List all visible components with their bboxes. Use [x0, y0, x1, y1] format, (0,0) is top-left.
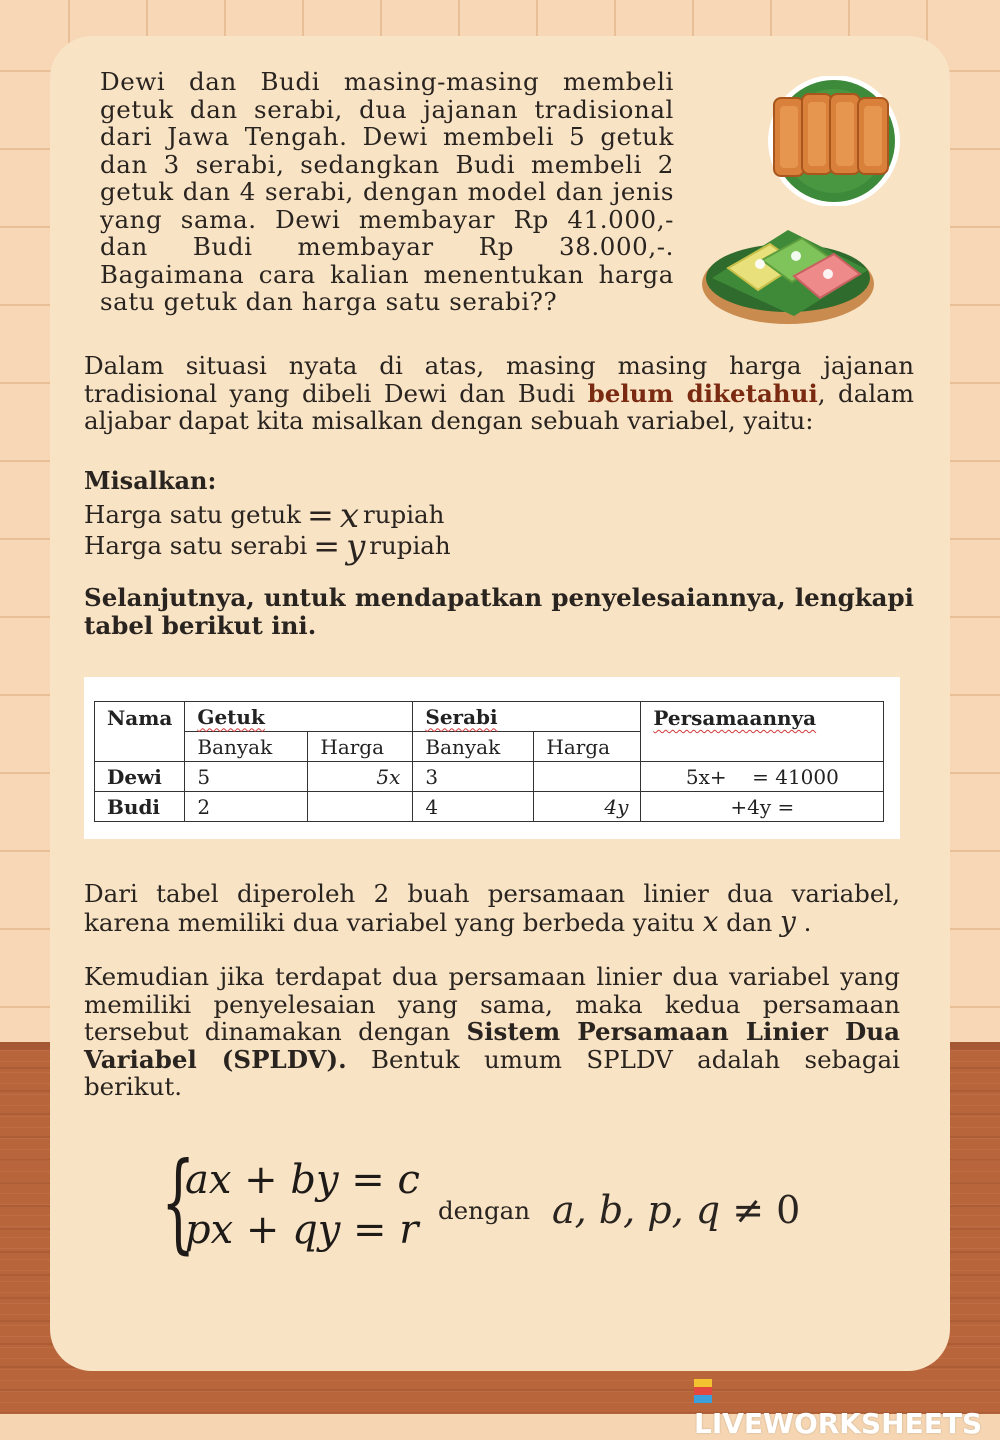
getuk-illustration [762, 76, 906, 206]
row-budi-serabi-banyak: 4 [413, 792, 534, 822]
row-dewi-serabi-harga-input[interactable] [534, 762, 641, 792]
header-nama: Nama [95, 702, 185, 762]
row-dewi-getuk-harga: 5x [308, 762, 413, 792]
situation-paragraph [84, 352, 914, 435]
liveworksheets-logo[interactable] [694, 1374, 1000, 1440]
spldv-term: Sistem Persamaan Linier Dua Variabel (SPLDV). [84, 1017, 900, 1074]
variable-definitions [84, 496, 451, 567]
situation-text-end: , dalam aljabar dapat kita misalkan dengan sebuah variabel, yaitu: [84, 378, 914, 435]
definition-serabi [84, 527, 451, 567]
row-budi-getuk-harga-input[interactable] [308, 792, 413, 822]
variable-y: y [780, 904, 796, 938]
table-panel [84, 677, 900, 839]
spldv-paragraph [84, 963, 900, 1101]
intro-paragraph: Dewi dan Budi masing-masing membeli getuk dan serabi, dua jajanan tradisional dari Jawa Tengah. Dewi membeli 5 getuk dan 3 serabi, sedangkan Budi membeli 2 getuk dan 4 serabi, dengan model dan jenis yang sama. Dewi membayar Rp 41.000,- dan Budi membayar Rp 38.000,-. Bagaimana cara kalian menentukan harga satu getuk dan harga satu serabi?? [100, 67, 674, 316]
equals-sign: = [307, 496, 334, 534]
equation-1: ax + by = c [185, 1157, 420, 1203]
definition-label: Harga satu serabi [84, 531, 308, 560]
definition-getuk [84, 496, 451, 536]
spldv-text-end: Bentuk umum SPLDV adalah sebagai berikut. [84, 1044, 900, 1101]
spldv-general-form [161, 1140, 420, 1265]
variable-x: x [339, 496, 360, 536]
equation-2: px + qy = r [185, 1207, 419, 1253]
dengan-label: dengan [438, 1196, 531, 1225]
conjunction-text: dan [718, 907, 781, 937]
period-text: . [795, 907, 812, 937]
header-serabi-harga: Harga [534, 732, 641, 762]
row-budi-serabi-harga: 4y [534, 792, 641, 822]
variable-x: x [702, 904, 719, 938]
curly-brace: { [161, 1140, 196, 1265]
situation-text-start: Dalam situasi nyata di atas, masing masing harga jajanan tradisional yang dibeli Dewi dan Budi [84, 351, 914, 408]
misalkan-heading: Misalkan: [84, 466, 217, 495]
spldv-text-start: Kemudian jika terdapat dua persamaan linier dua variabel yang memiliki penyelesaian yang sama, maka kedua persamaan tersebut dinamakan dengan [84, 962, 900, 1046]
header-persamaan [641, 702, 884, 762]
header-getuk-banyak: Banyak [185, 732, 308, 762]
logo-icon [694, 1379, 712, 1403]
row-dewi-getuk-banyak: 5 [185, 762, 308, 792]
row-dewi-persamaan[interactable]: 5x+ = 41000 [641, 762, 884, 792]
row-budi-nama: Budi [95, 792, 185, 822]
unit-label: rupiah [369, 531, 451, 560]
header-getuk [185, 702, 413, 732]
coefficient-list: a, b, p, q [552, 1188, 721, 1232]
table-row [95, 762, 884, 792]
row-dewi-nama: Dewi [95, 762, 185, 792]
row-budi-persamaan[interactable]: +4y = [641, 792, 884, 822]
purchase-table [94, 701, 884, 822]
coefficient-condition [552, 1188, 800, 1232]
two-variables-text: Dari tabel diperoleh 2 buah persamaan linier dua variabel, karena memiliki dua variabel yang berbeda yaitu [84, 879, 900, 937]
table-row [95, 792, 884, 822]
serabi-illustration [698, 220, 878, 326]
not-equal-zero: ≠ 0 [720, 1188, 801, 1232]
header-persamaan-text: Persamaannya [653, 706, 817, 730]
equals-sign: = [313, 527, 341, 565]
variable-y: y [346, 527, 366, 567]
two-variables-paragraph [84, 880, 900, 936]
definition-label: Harga satu getuk [84, 500, 302, 529]
row-dewi-serabi-banyak: 3 [413, 762, 534, 792]
header-getuk-harga: Harga [308, 732, 413, 762]
header-getuk-text: Getuk [197, 704, 265, 729]
unknown-highlight: belum diketahui [587, 378, 818, 408]
header-serabi-banyak: Banyak [413, 732, 534, 762]
header-serabi-text: Serabi [425, 704, 498, 729]
header-serabi [413, 702, 641, 732]
unit-label: rupiah [363, 500, 445, 529]
instruction-paragraph: Selanjutnya, untuk mendapatkan penyelesaiannya, lengkapi tabel berikut ini. [84, 583, 914, 640]
logo-text: LIVEWORKSHEETS [694, 1407, 983, 1440]
row-budi-getuk-banyak: 2 [185, 792, 308, 822]
